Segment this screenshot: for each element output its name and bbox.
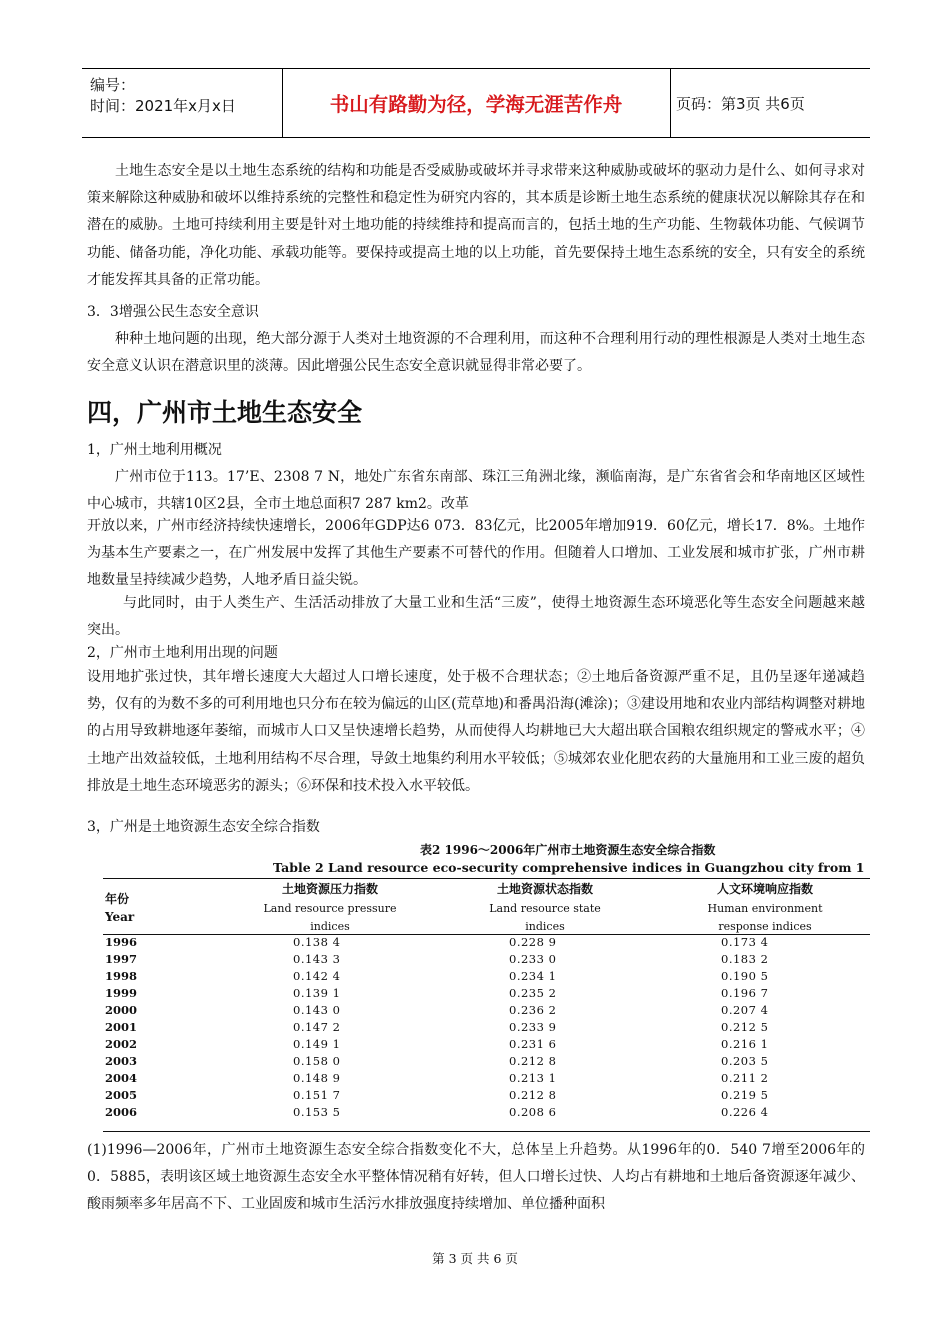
page-footer: 第 3 页 共 6 页 — [432, 1251, 518, 1266]
table-cell-state: 0.235 2 — [509, 986, 557, 1000]
table-cell-response: 0.190 5 — [721, 969, 769, 983]
table-cell-pressure: 0.158 0 — [293, 1054, 341, 1068]
header-divider — [670, 69, 671, 137]
paragraph-overview-a: 广州市位于113。17’E、2308 7 N，地处广东省东南部、珠江三角洲北缘，濒临南海，是广东省省会和华南地区区域性中心城市，共辖10区2县，全市土地总面积7 287 km2。改革 — [87, 469, 865, 513]
table-cell-state: 0.228 9 — [509, 935, 557, 949]
table-cell-state: 0.212 8 — [509, 1054, 557, 1068]
table-cell-pressure: 0.147 2 — [293, 1020, 341, 1034]
header-meta — [90, 75, 236, 117]
table-cell-state: 0.233 0 — [509, 952, 557, 966]
subheading-1: 1，广州土地利用概况 — [87, 442, 222, 458]
header-state-en2: indices — [525, 920, 565, 933]
header-page-number: 页码：第3页 共6页 — [676, 94, 805, 113]
table-cell-response: 0.219 5 — [721, 1088, 769, 1102]
subheading-3: 3，广州是土地资源生态安全综合指数 — [87, 819, 320, 835]
header-pressure-en: Land resource pressure — [263, 902, 397, 915]
table-cell-pressure: 0.153 5 — [293, 1105, 341, 1119]
table-cell-response: 0.211 2 — [721, 1071, 769, 1085]
header-year-en: Year — [105, 910, 135, 924]
table-cell-year: 2003 — [105, 1054, 138, 1068]
table-cell-state: 0.233 9 — [509, 1020, 557, 1034]
table-cell-state: 0.236 2 — [509, 1003, 557, 1017]
subheading-3-3: 3．3增强公民生态安全意识 — [87, 304, 259, 320]
table-cell-pressure: 0.142 4 — [293, 969, 341, 983]
table-cell-response: 0.207 4 — [721, 1003, 769, 1017]
table-cell-response: 0.216 1 — [721, 1037, 769, 1051]
header-pressure-cn: 土地资源压力指数 — [281, 882, 378, 896]
paragraph-pollution: 与此同时，由于人类生产、生活活动排放了大量工业和生活“三废”，使得土地资源生态环境恶化等生态安全问题越来越突出。 — [87, 595, 865, 639]
table-cell-pressure: 0.151 7 — [293, 1088, 341, 1102]
table-cell-year: 2004 — [105, 1071, 138, 1085]
table-cell-pressure: 0.143 0 — [293, 1003, 341, 1017]
subheading-2: 2，广州市土地利用出现的问题 — [87, 645, 278, 661]
section-heading-4: 四，广州市土地生态安全 — [87, 398, 363, 427]
table-cell-pressure: 0.149 1 — [293, 1037, 341, 1051]
header-year-cn: 年份 — [105, 892, 130, 906]
table-cell-state: 0.212 8 — [509, 1088, 557, 1102]
paragraph-conclusion: (1)1996—2006年，广州市土地资源生态安全综合指数变化不大，总体呈上升趋势。从1996年的0．540 7增至2006年的0．5885，表明该区域土地资源生态安全水平整体情况稍有好转，但人口增长过快、人均占有耕地和土地后备资源逐年减少、酸雨频率多年居高不下、工业固废和城市生活污水排放强度持续增加、单位播种面积 — [87, 1142, 865, 1213]
table-caption-cn: 表2 1996～2006年广州市土地资源生态安全综合指数 — [420, 843, 716, 857]
table-cell-response: 0.183 2 — [721, 952, 769, 966]
table-cell-pressure: 0.139 1 — [293, 986, 341, 1000]
header-response-en: Human environment — [707, 902, 823, 915]
table-cell-state: 0.213 1 — [509, 1071, 557, 1085]
table-cell-year: 2000 — [105, 1003, 138, 1017]
table-cell-year: 2002 — [105, 1037, 138, 1051]
table-cell-year: 1998 — [105, 969, 138, 983]
header-number: 编号： — [90, 76, 136, 94]
table-cell-year: 2005 — [105, 1088, 138, 1102]
table-cell-state: 0.208 6 — [509, 1105, 557, 1119]
header-state-cn: 土地资源状态指数 — [496, 882, 593, 896]
table-cell-response: 0.173 4 — [721, 935, 769, 949]
table-cell-response: 0.212 5 — [721, 1020, 769, 1034]
table-cell-pressure: 0.138 4 — [293, 935, 341, 949]
table-cell-year: 1997 — [105, 952, 138, 966]
header-time: 时间：2021年x月x日 — [90, 97, 236, 115]
table-cell-pressure: 0.143 3 — [293, 952, 341, 966]
header-pressure-en2: indices — [310, 920, 350, 933]
paragraph-problems: 设用地扩张过快，其年增长速度大大超过人口增长速度，处于极不合理状态；②土地后备资源严重不足，且仍呈逐年递减趋势，仅有的为数不多的可利用地也只分布在较为偏远的山区(荒草地)和番禺沿海(滩涂)；③建设用地和农业内部结构调整对耕地的占用导致耕地逐年萎缩，而城市人口又呈快速增长趋势，从而使得人均耕地已大大超出联合国粮农组织规定的警戒水平；④土地产出效益较低，土地利用结构不尽合理，导敛土地集约利用水平较低；⑤城郊农业化肥农药的大量施用和工业三废的超负排放是土地生态环境恶劣的源头；⑥环保和技术投入水平较低。 — [87, 669, 865, 794]
header-motto: 书山有路勤为径，学海无涯苦作舟 — [329, 93, 623, 116]
table-cell-response: 0.226 4 — [721, 1105, 769, 1119]
table-cell-response: 0.196 7 — [721, 986, 769, 1000]
table-cell-response: 0.203 5 — [721, 1054, 769, 1068]
table-cell-year: 1996 — [105, 935, 138, 949]
table-top-rule — [103, 878, 870, 879]
page-header — [82, 68, 870, 138]
table-cell-state: 0.234 1 — [509, 969, 557, 983]
table-caption-en: Table 2 Land resource eco-security comprehensive indices in Guangzhou city from 1 — [273, 860, 865, 875]
paragraph-overview-b: 开放以来，广州市经济持续快速增长，2006年GDP达6 073．83亿元，比2005年增加919．60亿元，增长17．8%。土地作为基本生产要素之一，在广州发展中发挥了其他生产要素不可替代的作用。但随着人口增加、工业发展和城市扩张，广州市耕地数量呈持续减少趋势，人地矛盾日益尖锐。 — [87, 518, 865, 589]
table-bottom-rule — [103, 1131, 870, 1132]
table-cell-pressure: 0.148 9 — [293, 1071, 341, 1085]
header-response-cn: 人文环境响应指数 — [716, 882, 813, 896]
table-cell-year: 2006 — [105, 1105, 138, 1119]
paragraph-eco-security: 土地生态安全是以土地生态系统的结构和功能是否受威胁或破坏并寻求带来这种威胁或破坏的驱动力是什么、如何寻求对策来解除这种威胁和破坏以维持系统的完整性和稳定性为研究内容的，其本质是诊断土地生态系统的健康状况以解除其存在和潜在的威胁。土地可持续利用主要是针对土地功能的持续维持和提高而言的，包括土地的生产功能、生物载体功能、气候调节功能、储备功能，净化功能、承载功能等。要保持或提高土地的以上功能，首先要保持土地生态系统的安全，只有安全的系统才能发挥其具备的正常功能。 — [87, 163, 865, 288]
table-cell-year: 1999 — [105, 986, 138, 1000]
header-response-en2: response indices — [718, 920, 812, 933]
table-cell-year: 2001 — [105, 1020, 138, 1034]
paragraph-awareness: 种种土地问题的出现，绝大部分源于人类对土地资源的不合理利用，而这种不合理利用行动的理性根源是人类对土地生态安全意义认识在潜意识里的淡薄。因此增强公民生态安全意识就显得非常必要了。 — [87, 331, 865, 375]
table-cell-state: 0.231 6 — [509, 1037, 557, 1051]
header-state-en: Land resource state — [489, 902, 601, 915]
